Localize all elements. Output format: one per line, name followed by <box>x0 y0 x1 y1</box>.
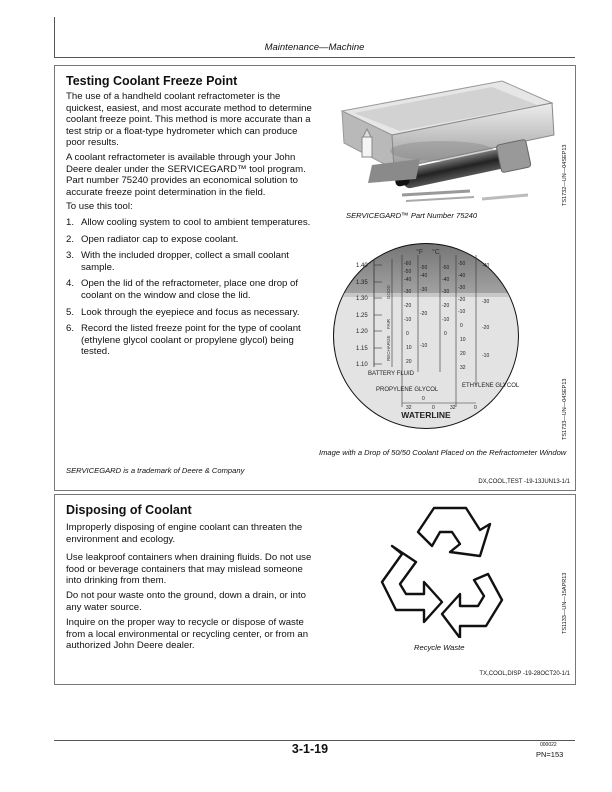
recycle-icon <box>362 502 512 638</box>
step-number: 6. <box>66 323 75 335</box>
pg-c-value: -50 <box>420 265 428 271</box>
recharge-label: RECHARGE <box>386 335 391 361</box>
propylene-glycol-label: PROPYLENE GLYCOL <box>376 387 439 393</box>
paragraph-to-use: To use this tool: <box>66 201 133 212</box>
page-number: 3-1-19 <box>291 742 329 756</box>
pg-f-value: 20 <box>406 359 412 365</box>
eg-f-value: 0 <box>460 323 463 329</box>
pg-f-value: -50 <box>404 269 412 275</box>
eg-f-value: -10 <box>458 309 466 315</box>
scale-label: 1.10 <box>356 362 368 368</box>
paragraph-servicegard: A coolant refractometer is available through your John Deere dealer under the SERVICEGARD™ tool program. Part number 75240 provides an economical solution to accurate freeze point determination in the field. <box>66 152 306 198</box>
trademark-note: SERVICEGARD is a trademark of Deere & Company <box>66 466 245 475</box>
step-text: Open the lid of the refractometer, place one drop of coolant on the window and close the lid. <box>81 278 299 301</box>
pg-f-value: -60 <box>404 261 412 267</box>
scale-label: 1.40 <box>356 263 368 269</box>
recycle-caption: Recycle Waste <box>414 643 465 652</box>
pg-f-value: -20 <box>404 303 412 309</box>
paragraph-containers: Use leakproof containers when draining fluids. Do not use food or beverage containers that may mislead someone into drinking from them. <box>66 552 312 587</box>
scale-label: 1.20 <box>356 329 368 335</box>
step-item <box>66 307 314 319</box>
footer-small-code: 000022 <box>540 742 557 748</box>
refractometer-kit-image <box>332 73 562 207</box>
step-item <box>66 217 314 229</box>
eg-c-value: 0 <box>444 331 447 337</box>
section-heading-testing: Testing Coolant Freeze Point <box>66 74 238 88</box>
step-text: Open radiator cap to expose coolant. <box>81 233 239 245</box>
step-item <box>66 234 314 246</box>
page-header-title: Maintenance—Machine <box>264 42 365 53</box>
eg-f-value: -30 <box>458 285 466 291</box>
scale-label: 1.25 <box>356 313 368 319</box>
step-text: Look through the eyepiece and focus as necessary. <box>81 306 300 318</box>
right-scale-value: -10 <box>482 353 490 359</box>
good-label: GOOD <box>386 285 391 299</box>
figure1-id: TS1732—UN—04SEP13 <box>562 144 568 206</box>
eg-c-value: -40 <box>442 277 450 283</box>
section2-code: TX,COOL,DISP -19-28OCT20-1/1 <box>479 671 570 677</box>
eg-f-value: 32 <box>460 365 466 371</box>
fahrenheit-label: °F <box>416 249 424 256</box>
fair-label: FAIR <box>386 318 391 329</box>
battery-fluid-label: BATTERY FLUID <box>368 371 415 377</box>
eg-f-value: -50 <box>458 261 466 267</box>
eg-f-value: -20 <box>458 297 466 303</box>
step-number: 3. <box>66 250 75 262</box>
eg-f-value: 10 <box>460 337 466 343</box>
step-number: 2. <box>66 233 75 245</box>
bottom-value: 0 <box>474 405 477 411</box>
paragraph-no-pour: Do not pour waste onto the ground, down a drain, or into any water source. <box>66 590 306 613</box>
pg-f-value: -40 <box>404 277 412 283</box>
waterline-label: WATERLINE <box>401 410 451 420</box>
header-divider <box>54 57 575 58</box>
step-item <box>66 250 314 273</box>
paragraph-intro: The use of a handheld coolant refractometer is the quickest, easiest, and most accurate method to determine coolant freeze point. This method is more accurate than a test strip or a float-type hydrometer which can produce poor results. <box>66 91 312 149</box>
step-item <box>66 278 314 301</box>
pg-c-value: -10 <box>420 343 428 349</box>
scale-label: 1.30 <box>356 296 368 302</box>
ethylene-glycol-label: ETHYLENE GLYCOL <box>462 383 520 389</box>
step-text: Allow cooling system to cool to ambient temperatures. <box>81 217 311 228</box>
eg-c-value: -20 <box>442 303 450 309</box>
right-scale-value: -30 <box>482 299 490 305</box>
scale-label: 1.35 <box>356 280 368 286</box>
eg-c-value: -50 <box>442 265 450 271</box>
eg-f-value: -40 <box>458 273 466 279</box>
steps-list <box>66 217 314 363</box>
pg-f-value: -10 <box>404 317 412 323</box>
eg-c-value: -30 <box>442 289 450 295</box>
pg-c-value: -30 <box>420 287 428 293</box>
right-scale-value: -40 <box>482 263 490 269</box>
paragraph-threat: Improperly disposing of engine coolant can threaten the environment and ecology. <box>66 522 303 545</box>
footer-divider <box>54 740 575 741</box>
scale-label: 1.15 <box>356 346 368 352</box>
section-heading-disposing: Disposing of Coolant <box>66 503 192 517</box>
step-item <box>66 323 314 358</box>
bottom-value: 0 <box>432 405 435 411</box>
step-text: With the included dropper, collect a small coolant sample. <box>81 250 289 273</box>
figure2-id: TS1733—UN—04SEP13 <box>562 378 568 440</box>
step-number: 1. <box>66 217 75 228</box>
figure2-caption: Image with a Drop of 50/50 Coolant Placed on the Refractometer Window <box>319 448 567 457</box>
step-text: Record the listed freeze point for the type of coolant (ethylene glycol coolant or propylene glycol) being tested. <box>81 323 301 358</box>
bottom-value: 32 <box>450 405 456 411</box>
right-scale-value: -20 <box>482 325 490 331</box>
pg-c-value: 0 <box>422 396 425 402</box>
footer-pn: PN=153 <box>536 750 564 759</box>
eg-c-value: -10 <box>442 317 450 323</box>
pg-c-value: -40 <box>420 273 428 279</box>
pg-c-value: -20 <box>420 311 428 317</box>
refractometer-view-image <box>332 237 520 435</box>
celsius-label: °C <box>432 249 440 256</box>
pg-f-value: 10 <box>406 345 412 351</box>
pg-f-value: -30 <box>404 289 412 295</box>
bottom-value: 32 <box>406 405 412 411</box>
section1-code: DX,COOL,TEST -19-13JUN13-1/1 <box>478 479 570 485</box>
recycle-figure-id: TS1133—UN—15APR13 <box>562 572 568 634</box>
step-number: 4. <box>66 278 75 290</box>
pg-f-value: 0 <box>406 331 409 337</box>
step-number: 5. <box>66 306 75 318</box>
paragraph-inquire: Inquire on the proper way to recycle or dispose of waste from a local environmental or recycling center, or from an authorized John Deere dealer. <box>66 617 309 652</box>
figure1-caption: SERVICEGARD™ Part Number 75240 <box>346 211 478 220</box>
eg-f-value: 20 <box>460 351 466 357</box>
